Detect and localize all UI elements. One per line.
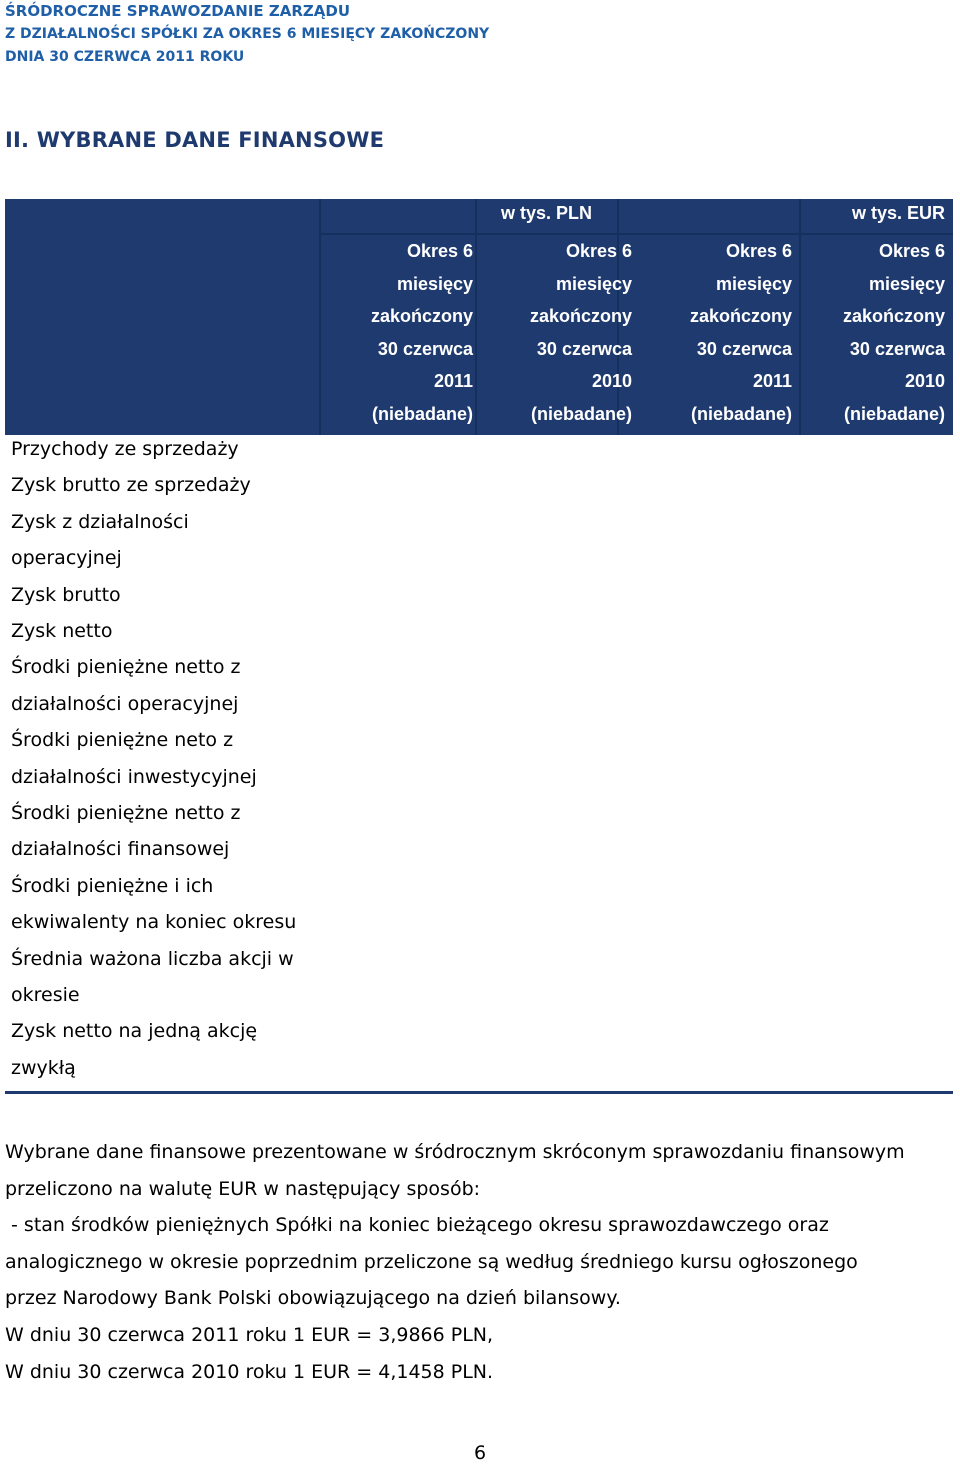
column-header-line: 30 czerwca xyxy=(377,338,473,359)
row-label: Środki pieniężne neto z xyxy=(11,729,234,752)
row-label: operacyjnej xyxy=(11,547,122,570)
row-label: Zysk brutto ze sprzedaży xyxy=(11,474,251,497)
column-header-line: Okres 6 xyxy=(406,241,473,261)
column-header-line: 2010 xyxy=(904,371,945,392)
row-label: Zysk netto xyxy=(11,620,113,642)
row-label: działalności finansowej xyxy=(11,838,230,861)
column-header-4 xyxy=(785,235,945,431)
row-label: Przychody ze sprzedaży xyxy=(11,438,239,460)
column-header-line: zakończony xyxy=(842,306,945,327)
table-bottom-rule xyxy=(5,1091,953,1094)
column-header-3 xyxy=(632,235,792,431)
column-divider xyxy=(319,199,321,435)
column-header-line: Okres 6 xyxy=(725,241,792,261)
paragraph-line: - stan środków pieniężnych Spółki na koniec bieżącego okresu sprawozdawczego oraz xyxy=(5,1214,829,1237)
column-header-line: 2010 xyxy=(591,371,632,392)
column-header-line: Okres 6 xyxy=(565,241,632,261)
column-header-line: 30 czerwca xyxy=(696,338,792,359)
column-header-line: miesięcy xyxy=(396,273,473,294)
row-label: zwykłą xyxy=(11,1056,76,1079)
paragraph-line: Wybrane dane finansowe prezentowane w śródrocznym skróconym sprawozdaniu finansowym xyxy=(5,1141,905,1163)
column-header-line: miesięcy xyxy=(555,273,632,294)
row-label: Środki pieniężne netto z xyxy=(11,656,241,679)
report-header-line-2: Z DZIAŁALNOŚCI SPÓŁKI ZA OKRES 6 MIESIĘCY ZAKOŃCZONY xyxy=(5,26,490,42)
column-header-line: zakończony xyxy=(689,306,792,327)
row-label: działalności operacyjnej xyxy=(11,692,239,715)
unit-label-pln: w tys. PLN xyxy=(501,203,593,223)
column-header-line: zakończony xyxy=(370,306,473,327)
column-header-line: miesięcy xyxy=(715,273,792,294)
column-header-line: (niebadane) xyxy=(530,403,632,424)
row-label: ekwiwalenty na koniec okresu xyxy=(11,911,297,934)
report-header-line-3: DNIA 30 CZERWCA 2011 ROKU xyxy=(5,49,245,65)
section-title: II. WYBRANE DANE FINANSOWE xyxy=(5,128,385,152)
row-label: Środki pieniężne i ich xyxy=(11,874,214,897)
column-header-line: zakończony xyxy=(529,306,632,327)
row-label: Średnia ważona liczba akcji w xyxy=(11,947,294,970)
explanatory-paragraph xyxy=(5,1134,955,1390)
column-header-line: miesięcy xyxy=(868,273,945,294)
column-header-line: 30 czerwca xyxy=(536,338,632,359)
row-label: działalności inwestycyjnej xyxy=(11,765,257,788)
paragraph-line: W dniu 30 czerwca 2011 roku 1 EUR = 3,9866 PLN, xyxy=(5,1323,494,1346)
column-header-line: (niebadane) xyxy=(843,403,945,424)
column-divider xyxy=(475,199,477,435)
column-header-line: (niebadane) xyxy=(690,403,792,424)
table-header xyxy=(5,199,953,435)
report-header-line-1: ŚRÓDROCZNE SPRAWOZDANIE ZARZĄDU xyxy=(5,2,351,20)
column-header-line: (niebadane) xyxy=(371,403,473,424)
paragraph-line: W dniu 30 czerwca 2010 roku 1 EUR = 4,1458 PLN. xyxy=(5,1360,494,1383)
row-label: Zysk z działalności xyxy=(11,510,189,533)
unit-label-eur: w tys. EUR xyxy=(851,203,945,223)
paragraph-line: przez Narodowy Bank Polski obowiązującego na dzień bilansowy. xyxy=(5,1287,621,1310)
column-header-2 xyxy=(482,235,632,431)
column-header-1 xyxy=(323,235,473,431)
row-label: Zysk netto na jedną akcję xyxy=(11,1020,258,1043)
row-label: okresie xyxy=(11,984,80,1006)
column-header-line: Okres 6 xyxy=(878,241,945,261)
column-header-line: 2011 xyxy=(752,371,792,392)
column-header-line: 2011 xyxy=(433,371,473,392)
paragraph-line: analogicznego w okresie poprzednim przeliczone są według średniego kursu ogłoszonego xyxy=(5,1250,858,1273)
row-label: Zysk brutto xyxy=(11,583,121,606)
row-label: Środki pieniężne netto z xyxy=(11,802,241,824)
column-header-line: 30 czerwca xyxy=(849,338,945,359)
page-number: 6 xyxy=(473,1442,487,1464)
paragraph-line: przeliczono na walutę EUR w następujący sposób: xyxy=(5,1177,481,1200)
